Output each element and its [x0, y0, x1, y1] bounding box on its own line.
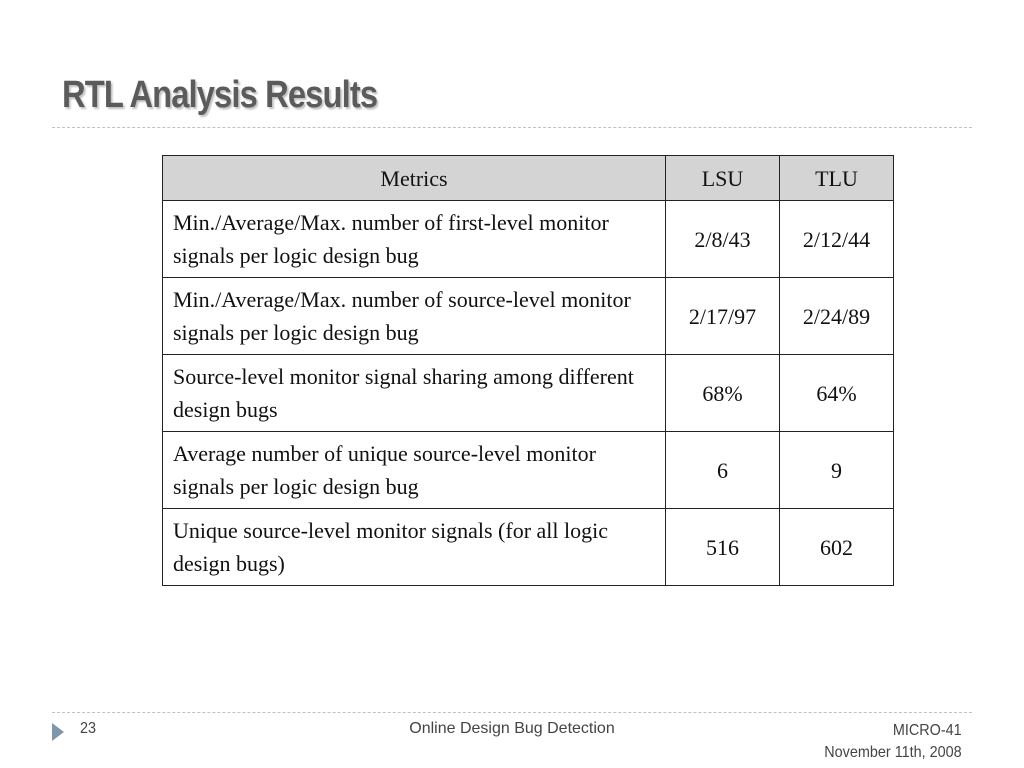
- lsu-value-cell: 2/17/97: [666, 278, 780, 355]
- lsu-value-cell: 516: [666, 509, 780, 586]
- table-row: [163, 355, 894, 432]
- tlu-value-cell: 64%: [780, 355, 894, 432]
- footer-date: November 11th, 2008: [824, 744, 962, 761]
- header-lsu: LSU: [666, 156, 780, 201]
- slide-title: RTL Analysis Results: [62, 74, 378, 116]
- title-divider: [52, 127, 972, 128]
- footer-divider: [52, 712, 972, 713]
- metric-cell: Min./Average/Max. number of first-level monitor signals per logic design bug: [163, 201, 666, 278]
- table-row: [163, 432, 894, 509]
- tlu-value-cell: 2/12/44: [780, 201, 894, 278]
- tlu-value-cell: 2/24/89: [780, 278, 894, 355]
- metric-cell: Min./Average/Max. number of source-level monitor signals per logic design bug: [163, 278, 666, 355]
- metric-cell: Unique source-level monitor signals (for all logic design bugs): [163, 509, 666, 586]
- metric-cell: Average number of unique source-level monitor signals per logic design bug: [163, 432, 666, 509]
- lsu-value-cell: 2/8/43: [666, 201, 780, 278]
- lsu-value-cell: 68%: [666, 355, 780, 432]
- table-row: [163, 278, 894, 355]
- footer-title: Online Design Bug Detection: [409, 720, 615, 737]
- lsu-value-cell: 6: [666, 432, 780, 509]
- footer-venue: MICRO-41: [893, 722, 962, 739]
- table-row: [163, 509, 894, 586]
- header-tlu: TLU: [780, 156, 894, 201]
- footer-conference: [825, 720, 962, 764]
- results-table: [162, 155, 894, 586]
- tlu-value-cell: 602: [780, 509, 894, 586]
- page-number: 23: [80, 720, 97, 737]
- header-metrics: Metrics: [163, 156, 666, 201]
- table-header-row: [163, 156, 894, 201]
- metric-cell: Source-level monitor signal sharing among different design bugs: [163, 355, 666, 432]
- tlu-value-cell: 9: [780, 432, 894, 509]
- table-row: [163, 201, 894, 278]
